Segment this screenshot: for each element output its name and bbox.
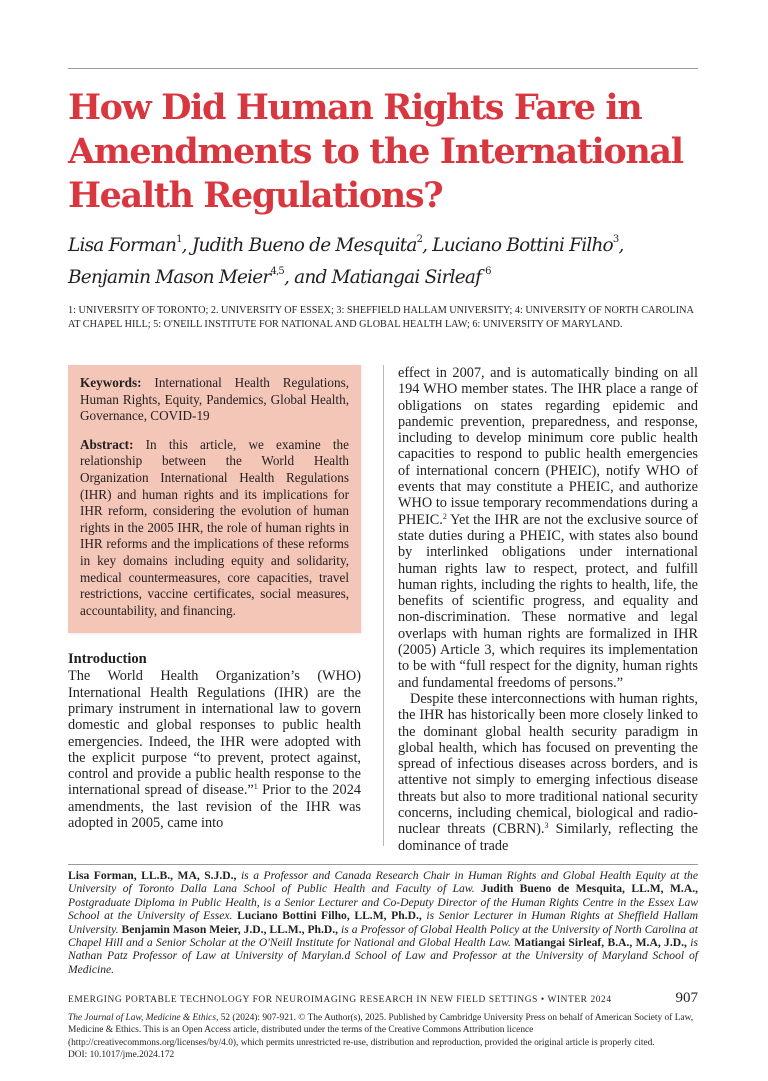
author-affil-sup: 4,5	[270, 266, 284, 277]
column-divider	[383, 365, 384, 846]
doi[interactable]: DOI: 10.1017/jme.2024.172	[68, 1050, 175, 1061]
page	[68, 0, 698, 1081]
right-column	[398, 365, 698, 854]
author-name: Judith Bueno de Mesquita	[191, 235, 417, 256]
body-text-span: Yet the IHR are not the exclusive source of state duties during a PHEIC, with states also bound by interlinked obligations under international human rights law to respect, protect, and fulfill human rights, including the rights to health, life, the benefits of scientific progress, and equality and non-discrimination. These normative and legal overlaps with human rights are formalized in IHR (2005) Article 3, which requires its implementation to be with “full respect for the dignity, human rights and fundamental freedoms of persons.”	[398, 511, 698, 691]
bio-text: is Senior Lecturer in Human Rights at Sheffield Hallam University.	[68, 909, 698, 936]
bio-name: Lisa Forman, LL.B., MA, S.J.D.,	[68, 868, 237, 882]
body-paragraph	[398, 691, 698, 854]
body-paragraph	[68, 668, 361, 831]
left-column	[68, 365, 361, 854]
footnote-ref-2[interactable]: 2	[442, 511, 447, 521]
two-column-section	[68, 365, 698, 854]
author-name: Benjamin Mason Meier	[68, 267, 271, 288]
article-title: How Did Human Rights Fare in Amendments to the International Health Regulations?	[68, 87, 683, 216]
body-paragraph-continued	[398, 365, 698, 691]
body-text-span: Despite these interconnections with human rights, the IHR has historically been more closely linked to the dominant global health security paradigm in global health, which has focused on preventing the spread of infectious diseases across borders, and is attentive not simply to emerging infectious disease threats but also to more traditional national security concerns, including chemical, biological and radio-nuclear threats (CBRN).	[398, 690, 698, 838]
author-separator: ,	[181, 235, 192, 256]
author-affil-sup: 6	[485, 266, 491, 277]
footer-row	[68, 990, 698, 1006]
bio-name: Luciano Bottini Filho, LL.M, Ph.D.,	[237, 909, 422, 923]
abstract-label: Abstract:	[80, 436, 134, 452]
bio-text: is Nathan Patz Professor of Law at University of Marylan.d School of Law and Professor at the University of Maryland School of Medicine.	[68, 935, 698, 976]
author-list	[68, 230, 698, 294]
body-text-span: Prior to the 2024 amendments, the last revision of the IHR was adopted in 2005, came into	[68, 782, 362, 831]
bio-divider	[68, 864, 698, 865]
author-separator: , and	[284, 267, 332, 288]
keywords	[80, 375, 349, 425]
author-affil-sup: 2	[416, 234, 423, 245]
author-affil-sup: 1	[176, 234, 182, 245]
bio-text: is a Professor of Global Health Policy at the University of North Carolina at Chapel Hill and a Senior Scholar at the O'Neill Institute for National and Global Health Law.	[68, 922, 698, 949]
body-text-span: The World Health Organization’s (WHO) International Health Regulations (IHR) are the primary instrument in international law to govern domestic and global responses to public health emergencies. Indeed, the IHR were adopted with the explicit purpose “to prevent, protect against, control and provide a public health response to the international spread of disease.”	[68, 668, 361, 799]
author-affil-sup: 3	[612, 234, 619, 245]
footnote-ref-3[interactable]: 3	[544, 821, 549, 831]
bio-name: Benjamin Mason Meier, J.D., LL.M., Ph.D.,	[121, 922, 339, 936]
bio-name: Judith Bueno de Mesquita, LL.M, M.A.,	[481, 882, 698, 896]
page-number: 907	[675, 990, 698, 1007]
footnote-ref-1[interactable]: 1	[253, 782, 258, 792]
author-separator: ,	[422, 235, 433, 256]
running-footer: EMERGING PORTABLE TECHNOLOGY FOR NEUROIMAGING RESEARCH IN NEW FIELD SETTINGS • WINTER 2024	[68, 995, 612, 1006]
body-text-span: effect in 2007, and is automatically binding on all 194 WHO member states. The IHR place a range of obligations on states regarding epidemic and pandemic prevention, preparedness, and response, including to develop minimum core public health capacities to respond to public health emergencies of international concern (PHEIC), notify WHO of events that may constitute a PHEIC, and authorize WHO to issue temporary recommendations during a PHEIC.	[398, 365, 698, 528]
body-text-span: Similarly, reflecting the dominance of trade	[398, 821, 698, 854]
author-bios	[68, 869, 698, 976]
author-name: Luciano Bottini Filho	[432, 235, 613, 256]
keywords-abstract-box	[68, 365, 361, 633]
affiliations: 1: UNIVERSITY OF TORONTO; 2. UNIVERSITY OF ESSEX; 3: SHEFFIELD HALLAM UNIVERSITY; 4: UNIVERSITY OF NORTH CAROLINA AT CHAPEL HILL; 5: O'NEILL INSTITUTE FOR NATIONAL AND GLOBAL HEALTH LAW; 6: UNIVERSITY OF MARYLAND.	[68, 305, 694, 330]
bio-text: is a Professor and Canada Research Chair in Human Rights and Global Health Equity at the University of Toronto Dalla Lana School of Public Health and Faculty of Law.	[68, 868, 698, 896]
keywords-text: International Health Regulations, Human Rights, Equity, Pandemics, Global Health, Governance, COVID-19	[80, 375, 349, 424]
journal-name: The Journal of Law, Medicine & Ethics,	[68, 1013, 219, 1024]
author-separator: ,	[618, 235, 624, 256]
citation-block	[68, 1012, 698, 1061]
bio-name: Matiangai Sirleaf, B.A., M.A, J.D.,	[514, 935, 687, 949]
citation-text: 52 (2024): 907-921. © The Author(s), 2025. Published by Cambridge University Press on behalf of American Society of Law, Medicine & Ethics. This is an Open Access article, distributed under the terms of the Creative Commons Attribution licence (http://creativecommons.org/licenses/by/4.0), which permits unrestricted re-use, distribution and reproduction, provided the original article is properly cited.	[68, 1013, 694, 1048]
author-name: Lisa Forman	[68, 235, 177, 256]
section-heading-introduction: Introduction	[68, 651, 147, 668]
abstract-text: In this article, we examine the relationship between the World Health Organization International Health Regulations (IHR) and human rights and its implications for IHR reform, considering the evolution of human rights in the 2005 IHR, the role of human rights in IHR reforms and the implications of these reforms in key domains including equity and solidarity, medical countermeasures, core capacities, travel restrictions, vaccine certificates, social measures, accountability, and financing.	[80, 436, 350, 618]
bio-text: Postgraduate Diploma in Public Health, is a Senior Lecturer and Co-Deputy Director of the Human Rights Centre in the Essex Law School at the University of Essex.	[68, 895, 698, 923]
author-name: Matiangai Sirleaf	[331, 267, 482, 288]
top-rule	[68, 68, 698, 69]
keywords-label: Keywords:	[80, 375, 142, 390]
abstract	[80, 437, 349, 620]
